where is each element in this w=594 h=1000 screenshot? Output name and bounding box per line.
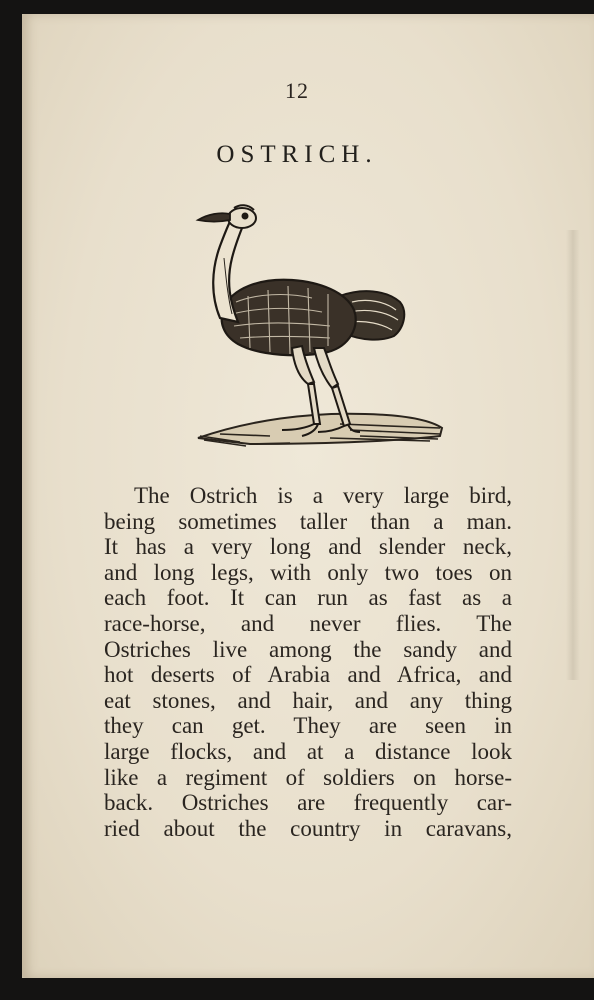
text-line: like a regiment of soldiers on horse- — [104, 764, 512, 790]
page-title: OSTRICH. — [216, 141, 378, 168]
text-line: eat stones, and hair, and any thing — [104, 687, 512, 713]
text-line: being sometimes taller than a man. — [104, 508, 512, 534]
text-line: The Ostrich is a very large bird, — [134, 483, 512, 508]
text-line: Ostriches live among the sandy and — [104, 636, 512, 662]
text-line: they can get. They are seen in — [104, 713, 512, 739]
ostrich-woodcut — [190, 198, 450, 458]
text-line: hot deserts of Arabia and Africa, and — [104, 662, 512, 688]
text-line: and long legs, with only two toes on — [104, 559, 512, 585]
body-text — [104, 483, 512, 841]
text-line: ried about the country in caravans, — [104, 815, 512, 841]
text-line: It has a very long and slender neck, — [104, 534, 512, 560]
text-line: each foot. It can run as fast as a — [104, 585, 512, 611]
text-line: race-horse, and never flies. The — [104, 610, 512, 636]
text-line: back. Ostriches are frequently car- — [104, 790, 512, 816]
text-line: large flocks, and at a distance look — [104, 738, 512, 764]
page-number: 12 — [285, 78, 309, 103]
page-crease — [566, 230, 580, 680]
